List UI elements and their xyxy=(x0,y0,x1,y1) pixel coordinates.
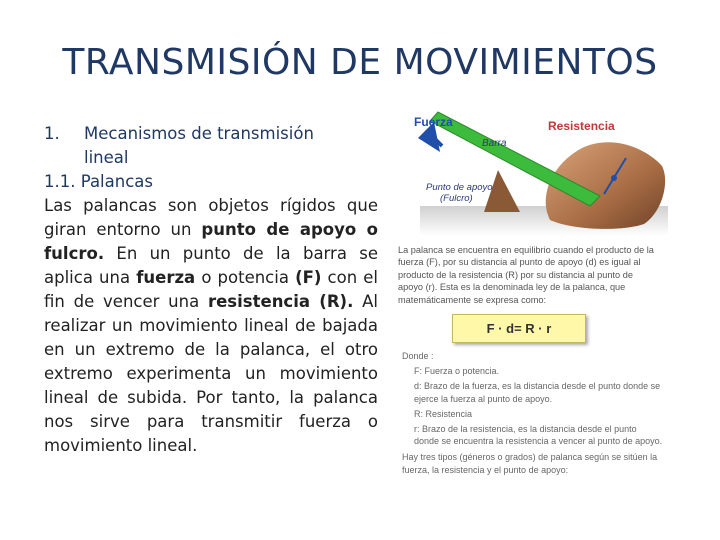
definitions-block xyxy=(402,350,664,476)
lever-formula: F · d= R · r xyxy=(452,314,586,343)
label-punto-apoyo: Punto de apoyo xyxy=(426,182,493,193)
section-number: 1. xyxy=(44,124,60,143)
slide-title: TRANSMISIÓN DE MOVIMIENTOS xyxy=(62,42,658,83)
label-resistencia: Resistencia xyxy=(548,119,615,133)
definition-d: d: Brazo de la fuerza, es la distancia desde el punto donde se ejerce la fuerza al punto de apoyo. xyxy=(414,381,661,404)
section-heading xyxy=(44,122,378,170)
section-heading-line2: lineal xyxy=(84,148,129,167)
lever-types-note: Hay tres tipos (géneros o grados) de palanca según se sitúen la fuerza, la resistencia y el punto de apoyo: xyxy=(402,452,658,475)
definition-r-lower: r: Brazo de la resistencia, es la distancia desde el punto donde se encuentra la resistencia a vencer al punto de apoyo. xyxy=(414,424,663,447)
left-text-column xyxy=(44,122,378,458)
body-bold-term: fuerza xyxy=(136,268,196,287)
subsection-heading: 1.1. Palancas xyxy=(44,172,153,191)
label-fulcro: (Fulcro) xyxy=(440,193,473,204)
body-text: con el fin de vencer una xyxy=(44,268,379,311)
body-text: En un punto de la barra se aplica una xyxy=(44,244,378,287)
body-bold-term: (F) xyxy=(295,268,322,287)
law-paragraph: La palanca se encuentra en equilibrio cuando el producto de la fuerza (F), por su distancia al punto de apoyo (d) es igual al producto de la resistencia (R) por su distancia al punto de apoyo (r). Esta es la denominada ley de la palanca, que matemáticamente se expresa como: xyxy=(398,245,654,305)
body-text: o potencia xyxy=(195,268,296,287)
law-of-lever-text xyxy=(398,244,660,306)
body-bold-term: punto de apoyo o fulcro. xyxy=(44,220,378,263)
body-text: Las palancas son objetos rígidos que giran entorno un xyxy=(44,196,378,239)
resistance-point xyxy=(611,175,617,181)
body-text: Al realizar un movimiento lineal de bajada en un extremo de la palanca, el otro extremo experimenta un movimiento lineal de subida. Por tanto, la palanca nos sirve para transmitir fuerza o movimiento lineal. xyxy=(44,292,378,455)
body-bold-term: resistencia (R). xyxy=(207,292,354,311)
donde-label: Donde : xyxy=(402,351,434,361)
lever-illustration xyxy=(400,108,668,236)
label-barra: Barra xyxy=(482,138,507,149)
definition-r-upper: R: Resistencia xyxy=(414,408,473,419)
section-heading-line1: Mecanismos de transmisión xyxy=(84,124,314,143)
body-paragraph xyxy=(44,194,378,458)
label-fuerza: Fuerza xyxy=(414,115,453,129)
definition-f: F: Fuerza o potencia. xyxy=(414,366,500,377)
